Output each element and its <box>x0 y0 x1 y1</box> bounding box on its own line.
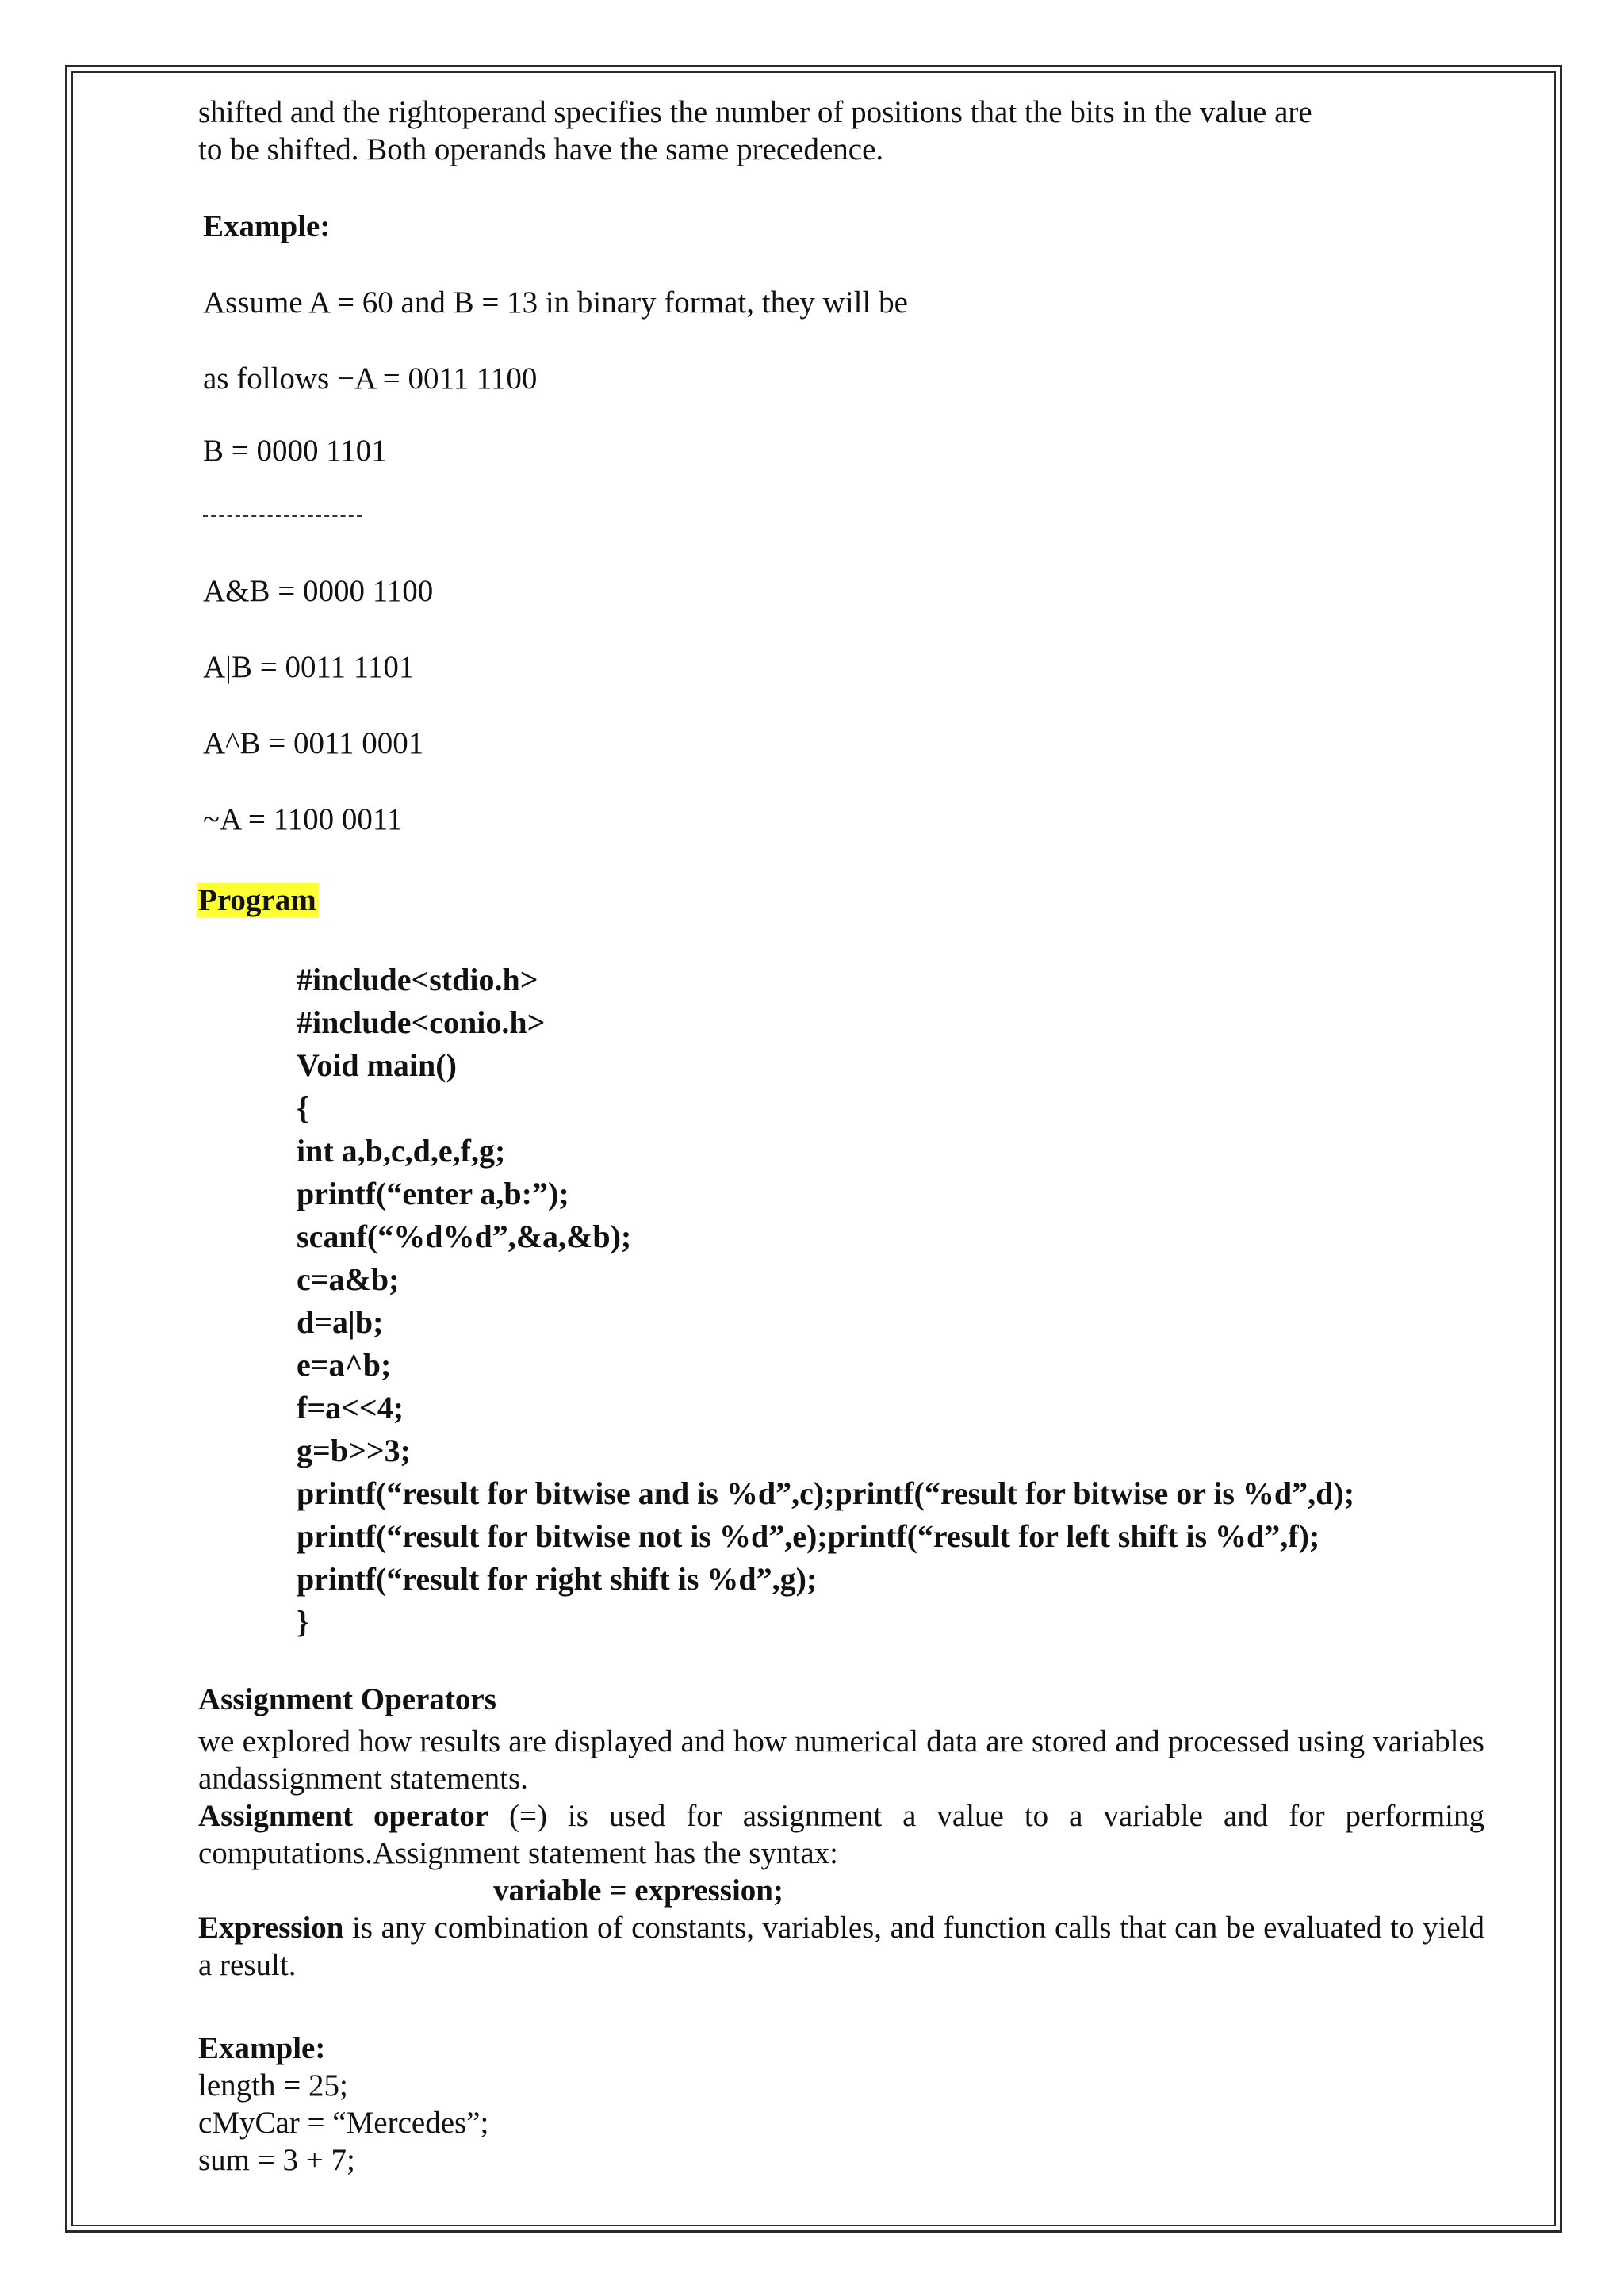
code-line: printf(“result for bitwise not is %d”,e);printf(“result for left shift is %d”,f); <box>297 1518 1320 1554</box>
follows-line: as follows −A = 0011 1100 <box>203 362 538 396</box>
result-and: A&B = 0000 1100 <box>203 574 434 608</box>
code-line: printf(“result for bitwise and is %d”,c);printf(“result for bitwise or is %d”,d); <box>297 1475 1355 1511</box>
code-line: c=a&b; <box>297 1261 400 1297</box>
example-heading: Example: <box>203 209 331 243</box>
code-line: f=a<<4; <box>297 1390 404 1425</box>
assignment-example-line: length = 25; <box>198 2068 348 2103</box>
assignment-heading: Assignment Operators <box>198 1682 496 1716</box>
b-value-line: B = 0000 1101 <box>203 434 387 468</box>
code-line: scanf(“%d%d”,&a,&b); <box>297 1219 632 1254</box>
code-line: d=a|b; <box>297 1304 384 1340</box>
program-heading <box>197 882 318 920</box>
code-line: g=b>>3; <box>297 1433 411 1468</box>
intro-line-1: shifted and the rightoperand specifies the number of positions that the bits in the value are <box>198 95 1312 129</box>
program-heading-highlight: Program <box>198 883 316 917</box>
assignment-para-2 <box>198 1797 1484 1872</box>
code-line: e=a^b; <box>297 1347 392 1383</box>
result-not: ~A = 1100 0011 <box>203 802 403 836</box>
assume-line: Assume A = 60 and B = 13 in binary format, they will be <box>203 285 908 320</box>
code-line: int a,b,c,d,e,f,g; <box>297 1133 506 1169</box>
assignment-para-1: we explored how results are displayed and how numerical data are stored and processed using variables andassignment statements. <box>198 1724 1484 1796</box>
assignment-example-heading: Example: <box>198 2031 326 2065</box>
assignment-example-line: cMyCar = “Mercedes”; <box>198 2106 489 2140</box>
separator-dashes <box>203 515 362 517</box>
assignment-para-3 <box>198 1909 1484 1984</box>
code-line: #include<stdio.h> <box>297 962 538 997</box>
assignment-para-3-text: is any combination of constants, variables, and function calls that can be evaluated to yield a result. <box>198 1911 1484 1982</box>
assignment-operator-term: Assignment operator <box>198 1799 489 1833</box>
assignment-example-line: sum = 3 + 7; <box>198 2143 355 2177</box>
intro-line-2: to be shifted. Both operands have the same precedence. <box>198 132 884 166</box>
result-or: A|B = 0011 1101 <box>203 650 415 684</box>
code-line: printf(“enter a,b:”); <box>297 1176 569 1211</box>
code-line: } <box>297 1604 309 1640</box>
code-line: { <box>297 1090 309 1126</box>
assignment-para-2-text: (=) is used for assignment a value to a variable and for performing computations.Assignment statement has the syntax: <box>198 1799 1484 1870</box>
code-line: #include<conio.h> <box>297 1004 546 1040</box>
result-xor: A^B = 0011 0001 <box>203 726 424 760</box>
syntax-line: variable = expression; <box>493 1873 783 1908</box>
code-line: Void main() <box>297 1047 457 1083</box>
expression-term: Expression <box>198 1911 344 1945</box>
code-line: printf(“result for right shift is %d”,g); <box>297 1561 818 1597</box>
